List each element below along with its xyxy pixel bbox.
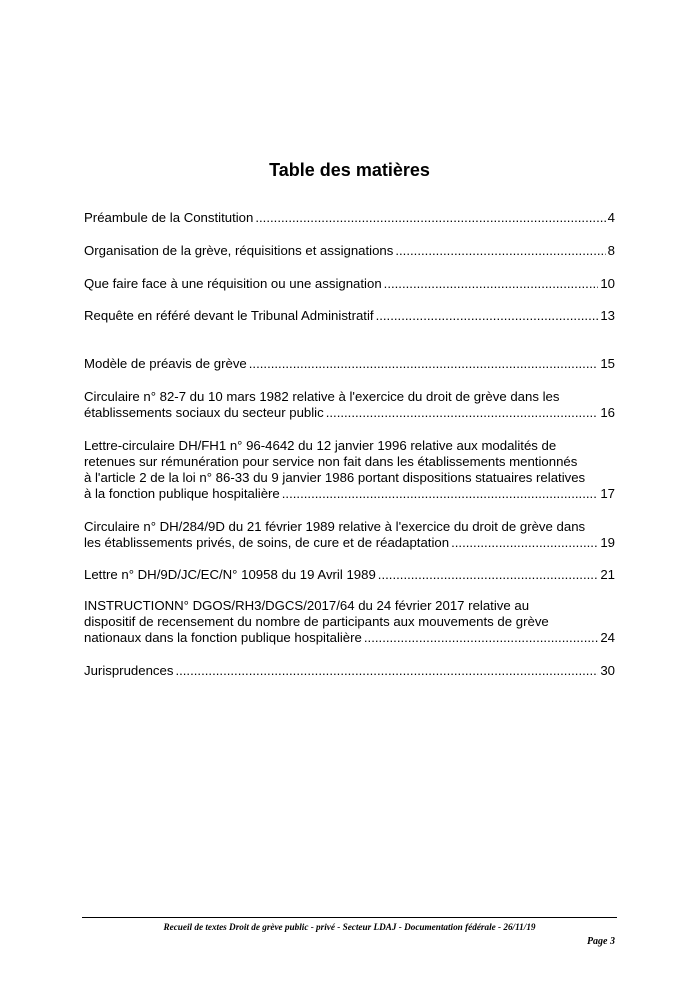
- toc-entry-text-line: INSTRUCTIONN° DGOS/RH3/DGCS/2017/64 du 24 février 2017 relative au: [84, 598, 530, 613]
- toc-entry-line: [84, 486, 615, 502]
- toc-page-number: 4: [607, 210, 615, 225]
- toc-page-number: 19: [600, 535, 615, 550]
- toc-entry-text-line: Circulaire n° DH/284/9D du 21 février 1989 relative à l'exercice du droit de grève dans: [84, 519, 586, 534]
- dot-leader: [326, 405, 599, 421]
- toc-page-number: 13: [600, 308, 615, 323]
- toc-entry-title: Requête en référé devant le Tribunal Administratif: [84, 308, 374, 323]
- toc-entry-line: [84, 630, 615, 646]
- toc-entry-lettre-1989[interactable]: [84, 567, 615, 583]
- toc-entry-preavis[interactable]: [84, 356, 615, 372]
- toc-entry-lettre-circulaire-1996[interactable]: [84, 438, 615, 502]
- toc-page-number: 30: [600, 663, 615, 678]
- toc-entry-title: Modèle de préavis de grève: [84, 356, 247, 371]
- toc-entry-circulaire-1982[interactable]: [84, 389, 615, 421]
- dot-leader: [249, 356, 599, 372]
- toc-entry-line: [84, 276, 615, 292]
- toc-entry-text-line: retenues sur rémunération pour service non fait dans les établissements mentionnés: [84, 454, 578, 469]
- toc-page-number: 24: [600, 630, 615, 645]
- toc-entry-line: [84, 356, 615, 372]
- dot-leader: [384, 276, 599, 292]
- toc-page-number: 15: [600, 356, 615, 371]
- toc-entry-title: nationaux dans la fonction publique hospitalière: [84, 630, 362, 645]
- toc-entry-line: [84, 210, 615, 226]
- toc-entry-text-line: à l'article 2 de la loi n° 86-33 du 9 janvier 1986 portant dispositions statuaires relatives: [84, 470, 586, 485]
- toc-entry-jurisprudences[interactable]: [84, 663, 615, 679]
- toc-entry-text-line: dispositif de recensement du nombre de participants aux mouvements de grève: [84, 614, 549, 629]
- toc-entry-title: Que faire face à une réquisition ou une assignation: [84, 276, 382, 291]
- dot-leader: [378, 567, 599, 583]
- toc-page-number: 17: [600, 486, 615, 501]
- dot-leader: [451, 535, 598, 551]
- toc-page-number: 16: [600, 405, 615, 420]
- toc-entry-preambule[interactable]: [84, 210, 615, 226]
- toc-entry-title: les établissements privés, de soins, de cure et de réadaptation: [84, 535, 450, 550]
- toc-entry-text-line: Circulaire n° 82-7 du 10 mars 1982 relative à l'exercice du droit de grève dans les: [84, 389, 560, 404]
- toc-entry-text-line: Lettre-circulaire DH/FH1 n° 96-4642 du 12 janvier 1996 relative aux modalités de: [84, 438, 557, 453]
- toc-page-number: 10: [600, 276, 615, 291]
- footer-divider: [82, 917, 617, 918]
- toc-entry-title: à la fonction publique hospitalière: [84, 486, 280, 501]
- dot-leader: [255, 210, 605, 226]
- dot-leader: [376, 308, 599, 324]
- toc-entry-requisition[interactable]: [84, 276, 615, 292]
- toc-entry-instruction-2017[interactable]: [84, 598, 615, 646]
- toc-entry-line: [84, 308, 615, 324]
- dot-leader: [282, 486, 599, 502]
- toc-entry-line: [84, 405, 615, 421]
- dot-leader: [364, 630, 598, 646]
- toc-entry-line: [84, 567, 615, 583]
- toc-page-number: 21: [600, 567, 615, 582]
- toc-entry-title: Organisation de la grève, réquisitions et assignations: [84, 243, 394, 258]
- toc-entry-line: [84, 243, 615, 259]
- toc-entry-title: Jurisprudences: [84, 663, 174, 678]
- toc-page-number: 8: [607, 243, 615, 258]
- dot-leader: [395, 243, 605, 259]
- toc-entry-line: [84, 535, 615, 551]
- toc-entry-requete[interactable]: [84, 308, 615, 324]
- toc-entry-title: Préambule de la Constitution: [84, 210, 254, 225]
- toc-entry-title: Lettre n° DH/9D/JC/EC/N° 10958 du 19 Avril 1989: [84, 567, 376, 582]
- dot-leader: [175, 663, 598, 679]
- footer-text: Recueil de textes Droit de grève public - privé - Secteur LDAJ - Documentation fédérale - 26/11/19: [163, 922, 536, 932]
- footer-page-number: Page 3: [586, 936, 615, 947]
- toc-entry-organisation[interactable]: [84, 243, 615, 259]
- toc-entry-circulaire-1989[interactable]: [84, 519, 615, 551]
- toc-entry-line: [84, 663, 615, 679]
- page-title: Table des matières: [269, 160, 430, 180]
- toc-entry-title: établissements sociaux du secteur public: [84, 405, 324, 420]
